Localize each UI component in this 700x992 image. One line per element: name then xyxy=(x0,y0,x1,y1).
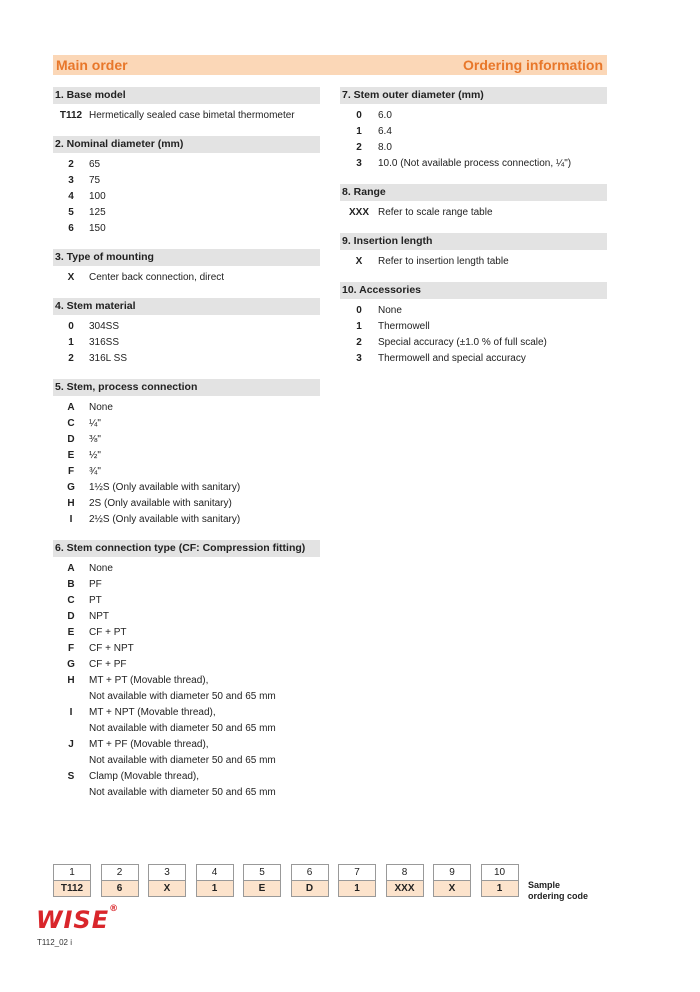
section-heading: 2. Nominal diameter (mm) xyxy=(53,136,320,153)
code-position-value: 1 xyxy=(338,881,376,897)
option-row xyxy=(53,705,320,721)
code-position-number: 3 xyxy=(148,864,186,881)
option-row xyxy=(340,303,607,319)
option-description: Special accuracy (±1.0 % of full scale) xyxy=(378,337,547,348)
right-column xyxy=(340,87,607,379)
option-code: H xyxy=(67,498,75,509)
code-position-value: X xyxy=(148,881,186,897)
option-description: MT + PF (Movable thread), xyxy=(89,739,209,750)
registered-mark: ® xyxy=(109,904,120,914)
option-row xyxy=(53,561,320,577)
option-code: X xyxy=(67,272,75,283)
option-description: Not available with diameter 50 and 65 mm xyxy=(89,787,276,798)
code-position xyxy=(196,864,234,897)
code-position-number: 7 xyxy=(338,864,376,881)
option-description: None xyxy=(89,563,113,574)
order-section xyxy=(53,87,320,124)
option-description: Thermowell and special accuracy xyxy=(378,353,526,364)
option-code: 0 xyxy=(356,110,362,121)
option-row xyxy=(340,335,607,351)
option-row xyxy=(53,593,320,609)
code-position xyxy=(148,864,186,897)
left-column xyxy=(53,87,320,813)
option-row xyxy=(53,416,320,432)
option-description: 65 xyxy=(89,159,101,170)
code-position-number: 6 xyxy=(291,864,329,881)
option-description: Not available with diameter 50 and 65 mm xyxy=(89,691,276,702)
option-row xyxy=(53,785,320,801)
option-code xyxy=(53,753,89,769)
code-position-number: 9 xyxy=(433,864,471,881)
option-row xyxy=(53,753,320,769)
order-section xyxy=(340,87,607,172)
option-row xyxy=(340,205,607,221)
option-code: 1 xyxy=(68,337,74,348)
option-row xyxy=(340,254,607,270)
code-position xyxy=(481,864,519,897)
option-code: 0 xyxy=(68,321,74,332)
order-section xyxy=(53,379,320,528)
order-section xyxy=(53,298,320,367)
option-description: ½" xyxy=(89,450,101,461)
option-row xyxy=(53,319,320,335)
option-row xyxy=(340,140,607,156)
option-description: ¾" xyxy=(89,466,101,477)
option-row xyxy=(53,609,320,625)
option-row xyxy=(53,512,320,528)
option-row xyxy=(340,108,607,124)
option-description: 316L SS xyxy=(89,353,127,364)
option-description: 75 xyxy=(89,175,101,186)
option-description: None xyxy=(89,402,113,413)
section-heading: 8. Range xyxy=(340,184,607,201)
option-description: ¼" xyxy=(89,418,101,429)
option-description: Hermetically sealed case bimetal thermometer xyxy=(89,110,295,121)
section-heading: 5. Stem, process connection xyxy=(53,379,320,396)
option-description: Center back connection, direct xyxy=(89,272,225,283)
option-code: D xyxy=(67,434,75,445)
option-code: F xyxy=(67,466,75,477)
option-description: 2½S (Only available with sanitary) xyxy=(89,514,241,525)
code-position xyxy=(338,864,376,897)
option-row xyxy=(53,270,320,286)
option-row xyxy=(53,448,320,464)
code-position-number: 10 xyxy=(481,864,519,881)
option-code: F xyxy=(67,643,75,654)
option-code xyxy=(53,785,89,801)
sample-label-line2: ordering code xyxy=(528,891,589,901)
option-description: Thermowell xyxy=(378,321,430,332)
code-position xyxy=(53,864,91,897)
option-row xyxy=(53,157,320,173)
option-description: 8.0 xyxy=(378,142,392,153)
logo-text: WISE xyxy=(36,906,110,934)
option-code: 5 xyxy=(68,207,74,218)
option-row xyxy=(53,189,320,205)
code-position-value: XXX xyxy=(386,881,424,897)
option-description: Not available with diameter 50 and 65 mm xyxy=(89,755,276,766)
banner-title-left: Main order xyxy=(56,57,128,73)
option-description: CF + PF xyxy=(89,659,127,670)
option-description: NPT xyxy=(89,611,109,622)
option-row xyxy=(340,351,607,367)
sample-ordering-code-label xyxy=(528,880,588,902)
order-section xyxy=(340,282,607,367)
option-description: 304SS xyxy=(89,321,120,332)
option-row xyxy=(53,351,320,367)
code-position-value: 1 xyxy=(196,881,234,897)
option-code: I xyxy=(69,707,73,718)
page-banner xyxy=(53,55,607,75)
option-row xyxy=(53,769,320,785)
option-description: 2S (Only available with sanitary) xyxy=(89,498,232,509)
option-code: XXX xyxy=(348,207,369,218)
code-position-value: X xyxy=(433,881,471,897)
option-code: 3 xyxy=(356,353,362,364)
option-row xyxy=(53,737,320,753)
code-position xyxy=(291,864,329,897)
document-id: T112_02 i xyxy=(37,938,72,947)
section-heading: 4. Stem material xyxy=(53,298,320,315)
wise-logo xyxy=(36,906,119,934)
option-code: 1 xyxy=(356,321,362,332)
code-position-number: 1 xyxy=(53,864,91,881)
code-position-value: 6 xyxy=(101,881,139,897)
option-description: 316SS xyxy=(89,337,120,348)
option-row xyxy=(53,673,320,689)
option-code: 3 xyxy=(356,158,362,169)
option-code: B xyxy=(67,579,75,590)
option-code xyxy=(53,689,89,705)
order-section xyxy=(53,136,320,237)
option-code: 2 xyxy=(68,353,74,364)
section-heading: 10. Accessories xyxy=(340,282,607,299)
code-position xyxy=(243,864,281,897)
option-row xyxy=(53,641,320,657)
option-description: 1½S (Only available with sanitary) xyxy=(89,482,241,493)
option-description: 10.0 (Not available process connection, ¼") xyxy=(378,158,572,169)
option-row xyxy=(53,221,320,237)
order-section xyxy=(53,540,320,801)
option-row xyxy=(53,657,320,673)
code-position xyxy=(386,864,424,897)
code-position-value: T112 xyxy=(53,881,91,897)
option-description: PF xyxy=(89,579,102,590)
option-row xyxy=(53,721,320,737)
section-heading: 3. Type of mounting xyxy=(53,249,320,266)
option-description: Refer to insertion length table xyxy=(378,256,509,267)
option-code: 3 xyxy=(68,175,74,186)
option-code: H xyxy=(67,675,75,686)
option-code: 4 xyxy=(68,191,74,202)
option-description: ⅜" xyxy=(89,434,101,445)
option-code: 2 xyxy=(356,337,362,348)
option-description: 125 xyxy=(89,207,106,218)
option-code: E xyxy=(67,450,75,461)
code-position xyxy=(433,864,471,897)
option-code: D xyxy=(67,611,75,622)
option-code: A xyxy=(67,563,75,574)
option-description: Not available with diameter 50 and 65 mm xyxy=(89,723,276,734)
code-position-value: E xyxy=(243,881,281,897)
option-code: T112 xyxy=(59,110,83,121)
section-heading: 7. Stem outer diameter (mm) xyxy=(340,87,607,104)
order-section xyxy=(53,249,320,286)
option-code: J xyxy=(68,739,74,750)
option-code: S xyxy=(67,771,75,782)
option-code: 1 xyxy=(356,126,362,137)
order-section xyxy=(340,184,607,221)
section-heading: 9. Insertion length xyxy=(340,233,607,250)
option-description: CF + NPT xyxy=(89,643,134,654)
option-description: CF + PT xyxy=(89,627,127,638)
option-code xyxy=(53,721,89,737)
code-position-value: D xyxy=(291,881,329,897)
code-position-number: 4 xyxy=(196,864,234,881)
option-row xyxy=(53,400,320,416)
option-row xyxy=(53,689,320,705)
option-code: X xyxy=(355,256,363,267)
option-code: C xyxy=(67,418,75,429)
option-code: 6 xyxy=(68,223,74,234)
code-position xyxy=(101,864,139,897)
option-row xyxy=(53,496,320,512)
option-description: 6.0 xyxy=(378,110,392,121)
option-code: I xyxy=(69,514,73,525)
option-code: E xyxy=(67,627,75,638)
option-code: G xyxy=(67,482,75,493)
option-description: Refer to scale range table xyxy=(378,207,493,218)
code-position-number: 8 xyxy=(386,864,424,881)
option-description: 100 xyxy=(89,191,106,202)
option-code: C xyxy=(67,595,75,606)
option-description: MT + PT (Movable thread), xyxy=(89,675,209,686)
option-row xyxy=(53,480,320,496)
option-row xyxy=(53,173,320,189)
option-description: Clamp (Movable thread), xyxy=(89,771,200,782)
option-row xyxy=(340,156,607,172)
code-position-number: 2 xyxy=(101,864,139,881)
option-row xyxy=(53,577,320,593)
option-description: None xyxy=(378,305,402,316)
option-description: 150 xyxy=(89,223,106,234)
section-heading: 1. Base model xyxy=(53,87,320,104)
option-code: 2 xyxy=(356,142,362,153)
code-position-number: 5 xyxy=(243,864,281,881)
option-row xyxy=(53,205,320,221)
option-row xyxy=(53,464,320,480)
option-code: 2 xyxy=(68,159,74,170)
option-row xyxy=(53,108,320,124)
option-row xyxy=(53,335,320,351)
banner-title-right: Ordering information xyxy=(463,57,603,73)
section-heading: 6. Stem connection type (CF: Compression fitting) xyxy=(53,540,320,557)
option-description: PT xyxy=(89,595,102,606)
code-position-value: 1 xyxy=(481,881,519,897)
option-description: 6.4 xyxy=(378,126,392,137)
order-section xyxy=(340,233,607,270)
option-code: A xyxy=(67,402,75,413)
option-description: MT + NPT (Movable thread), xyxy=(89,707,216,718)
option-code: 0 xyxy=(356,305,362,316)
option-code: G xyxy=(67,659,75,670)
sample-label-line1: Sample xyxy=(528,880,561,890)
option-row xyxy=(340,124,607,140)
option-row xyxy=(53,625,320,641)
option-row xyxy=(340,319,607,335)
option-row xyxy=(53,432,320,448)
